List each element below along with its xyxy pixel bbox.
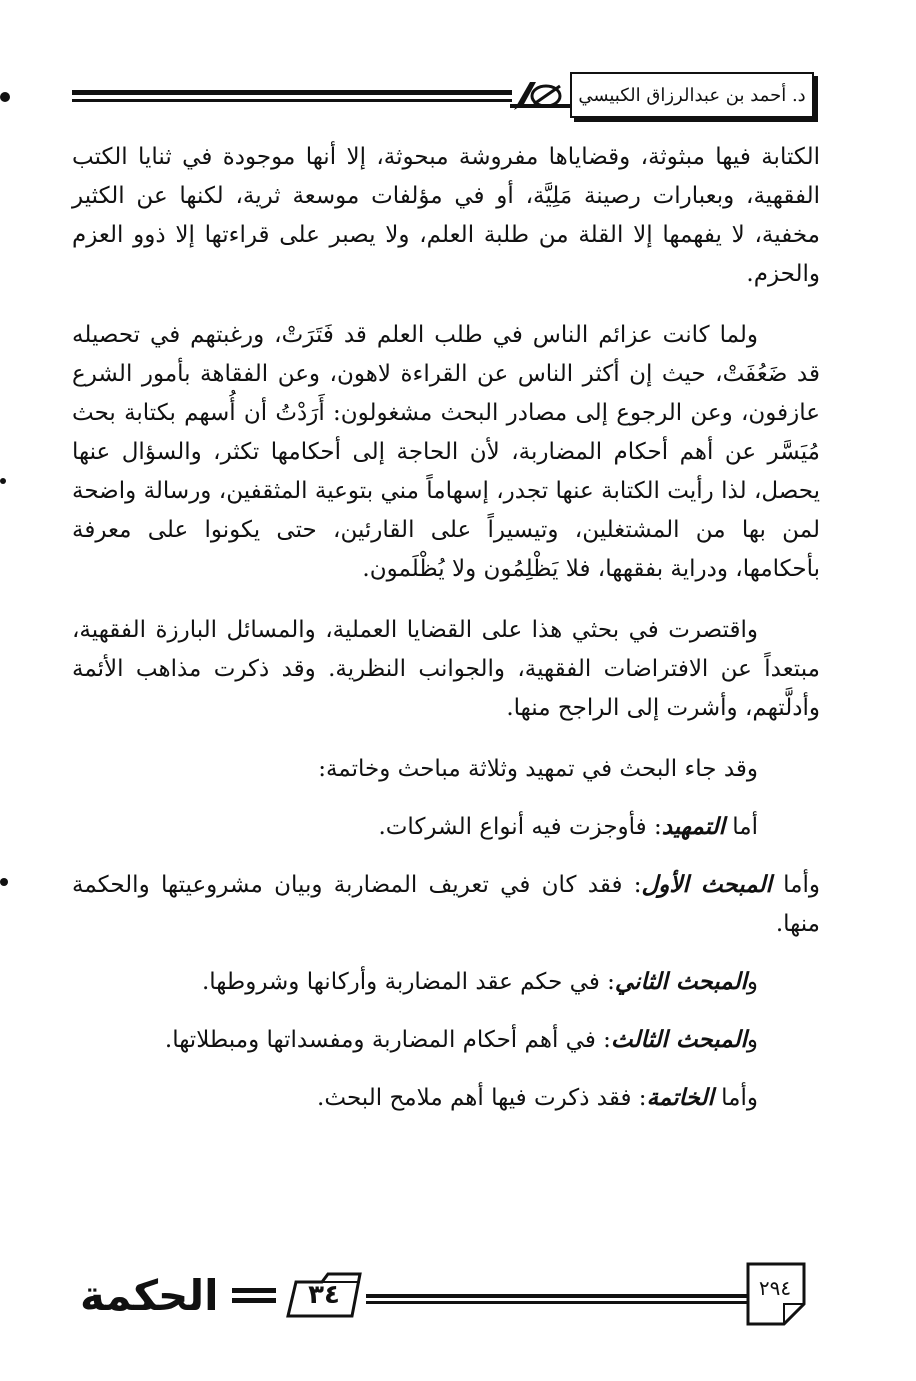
footer-double-bar (232, 1288, 276, 1304)
section-entry: والمبحث الثالث: في أهم أحكام المضاربة ومفسداتها ومبطلاتها. (164, 1026, 758, 1053)
section-keyword: التمهيد (661, 813, 725, 840)
section-entry: وأما المبحث الأول: فقد كان في تعريف المضاربة وبيان مشروعيتها والحكمة منها. (72, 871, 820, 937)
section-entry: وأما الخاتمة: فقد ذكرت فيها أهم ملامح البحث. (317, 1084, 758, 1111)
page-number: ٢٩٤ (758, 1276, 792, 1300)
paragraph: الكتابة فيها مبثوثة، وقضاياها مفروشة مبحوثة، إلا أنها موجودة في ثنايا الكتب الفقهية، وبعبارات رصينة مَلِيَّة، أو في مؤلفات موسعة ثرية، لكنها عن الكثير مخفية، لا يفهمها إلا القلة من طلبة العلم، ولا يصبر على قراءتها إلا ذوو العزم والحزم. (72, 144, 820, 287)
pen-ornament-icon (510, 74, 572, 114)
section-entry: أما التمهيد: فأوجزت فيه أنواع الشركات. (378, 813, 758, 840)
author-name: د. أحمد بن عبدالرزاق الكبيسي (578, 84, 806, 106)
page-header (72, 64, 820, 126)
page-number-box (746, 1262, 810, 1326)
binding-dot (0, 878, 8, 886)
journal-logo: الحكمة (80, 1271, 219, 1320)
paragraph: واقتصرت في بحثي هذا على القضايا العملية، والمسائل البارزة الفقهية، مبتعداً عن الافتراضات الفقهية، والجوانب النظرية. وقد ذكرت مذاهب الأئمة وأدلَّتهم، وأشرت إلى الراجح منها. (72, 617, 820, 721)
header-rule (72, 90, 512, 104)
issue-badge (282, 1270, 366, 1320)
author-name-box (570, 72, 814, 118)
section-keyword: الخاتمة (646, 1084, 714, 1111)
section-keyword: المبحث الثاني (614, 968, 747, 995)
section-keyword: المبحث الثالث (610, 1026, 747, 1053)
page-footer (60, 1262, 830, 1352)
article-body (72, 138, 820, 1136)
binding-dot (0, 478, 6, 484)
footer-rule (366, 1294, 748, 1306)
issue-number: ٣٤ (308, 1280, 340, 1310)
section-keyword: المبحث الأول (641, 871, 772, 898)
paragraph: ولما كانت عزائم الناس في طلب العلم قد فَتَرَتْ، ورغبتهم في تحصيله قد ضَعُفَتْ، حيث إن أكثر الناس عن القراءة لاهون، وعن الفقاهة بأمور الشرع عازفون، وعن الرجوع إلى مصادر البحث مشغولون: أَرَدْتُ أن أُسهم بكتابة بحث مُيَسَّر عن أهم أحكام المضاربة، لأن الحاجة إلى أحكامها تكثر، والسؤال عنها يحصل، لذا رأيت الكتابة عنها تجدر، إسهاماً مني بتوعية المثقفين، ورسالة واضحة لمن بها من المشتغلين، وتيسيراً على القارئين، حتى يكونوا على معرفة بأحكامها، ودراية بفقهها، فلا يَظْلِمُون ولا يُظْلَمون. (72, 322, 820, 582)
section-entry: والمبحث الثاني: في حكم عقد المضاربة وأركانها وشروطها. (201, 968, 758, 995)
binding-dot (0, 92, 10, 102)
plan-intro: وقد جاء البحث في تمهيد وثلاثة مباحث وخاتمة: (318, 756, 758, 782)
